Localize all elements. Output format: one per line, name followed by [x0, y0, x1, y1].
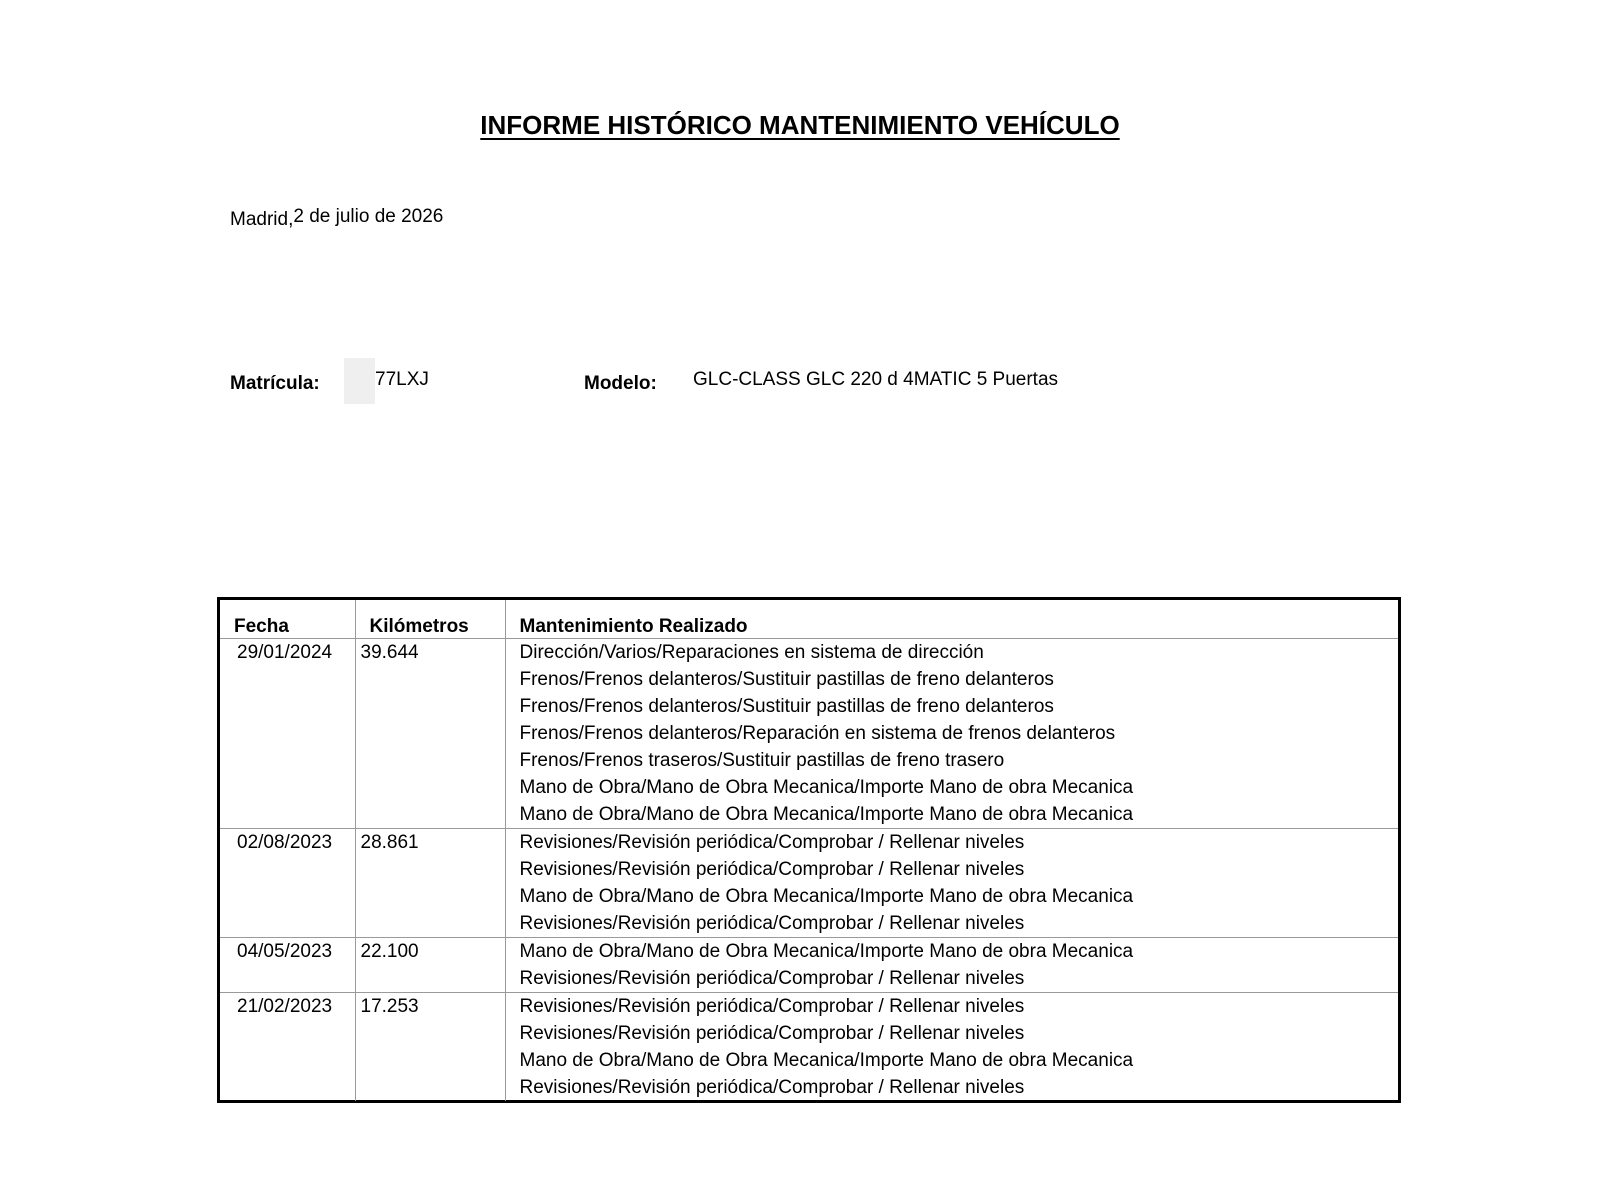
- plate-value: 77LXJ: [375, 369, 429, 390]
- header-maintenance: Mantenimiento Realizado: [505, 600, 1398, 639]
- place-and-date: [230, 205, 443, 229]
- maintenance-item: Revisiones/Revisión periódica/Comprobar / Rellenar niveles: [519, 859, 1025, 880]
- report-title: [0, 110, 1600, 140]
- maintenance-item: Revisiones/Revisión periódica/Comprobar / Rellenar niveles: [519, 913, 1025, 934]
- row-date: 04/05/2023: [220, 938, 355, 993]
- table-body: [220, 639, 1398, 1102]
- maintenance-item: Revisiones/Revisión periódica/Comprobar / Rellenar niveles: [519, 1023, 1025, 1044]
- table-row: [220, 639, 1398, 829]
- date-text: 2 de julio de 2026: [293, 206, 444, 227]
- row-date: 29/01/2024: [220, 639, 355, 829]
- row-date: 21/02/2023: [220, 993, 355, 1102]
- row-maintenance-list: [505, 993, 1398, 1102]
- table-row: [220, 938, 1398, 993]
- header-kilometers: Kilómetros: [355, 600, 505, 639]
- maintenance-item: Revisiones/Revisión periódica/Comprobar / Rellenar niveles: [519, 832, 1025, 853]
- maintenance-item: Frenos/Frenos delanteros/Sustituir pastillas de freno delanteros: [519, 669, 1054, 690]
- maintenance-table: [217, 597, 1401, 1103]
- table-header-row: [220, 600, 1398, 639]
- maintenance-item: Mano de Obra/Mano de Obra Mecanica/Importe Mano de obra Mecanica: [519, 1050, 1134, 1071]
- row-kilometers: 22.100: [355, 938, 505, 993]
- header-date: Fecha: [220, 600, 355, 639]
- maintenance-table-grid: [220, 600, 1398, 1101]
- city-text: Madrid,: [230, 209, 294, 230]
- row-kilometers: 17.253: [355, 993, 505, 1102]
- row-date: 02/08/2023: [220, 829, 355, 938]
- row-kilometers: 39.644: [355, 639, 505, 829]
- row-maintenance-list: [505, 829, 1398, 938]
- plate-redaction-box: [344, 358, 375, 404]
- maintenance-item: Revisiones/Revisión periódica/Comprobar / Rellenar niveles: [519, 996, 1025, 1017]
- maintenance-item: Frenos/Frenos delanteros/Sustituir pastillas de freno delanteros: [519, 696, 1054, 717]
- table-row: [220, 829, 1398, 938]
- model-label: Modelo:: [584, 373, 657, 394]
- maintenance-item: Mano de Obra/Mano de Obra Mecanica/Importe Mano de obra Mecanica: [519, 804, 1134, 825]
- plate-label: Matrícula:: [230, 373, 320, 394]
- row-maintenance-list: [505, 639, 1398, 829]
- maintenance-item: Revisiones/Revisión periódica/Comprobar / Rellenar niveles: [519, 968, 1025, 989]
- maintenance-item: Revisiones/Revisión periódica/Comprobar / Rellenar niveles: [519, 1077, 1025, 1098]
- maintenance-item: Frenos/Frenos delanteros/Reparación en sistema de frenos delanteros: [519, 723, 1116, 744]
- maintenance-item: Mano de Obra/Mano de Obra Mecanica/Importe Mano de obra Mecanica: [519, 941, 1134, 962]
- row-maintenance-list: [505, 938, 1398, 993]
- maintenance-item: Mano de Obra/Mano de Obra Mecanica/Importe Mano de obra Mecanica: [519, 886, 1134, 907]
- maintenance-item: Mano de Obra/Mano de Obra Mecanica/Importe Mano de obra Mecanica: [519, 777, 1134, 798]
- maintenance-item: Frenos/Frenos traseros/Sustituir pastillas de freno trasero: [519, 750, 1005, 771]
- report-title-text: INFORME HISTÓRICO MANTENIMIENTO VEHÍCULO: [480, 110, 1120, 140]
- maintenance-item: Dirección/Varios/Reparaciones en sistema de dirección: [519, 642, 984, 663]
- row-kilometers: 28.861: [355, 829, 505, 938]
- table-row: [220, 993, 1398, 1102]
- model-value: GLC-CLASS GLC 220 d 4MATIC 5 Puertas: [693, 369, 1059, 390]
